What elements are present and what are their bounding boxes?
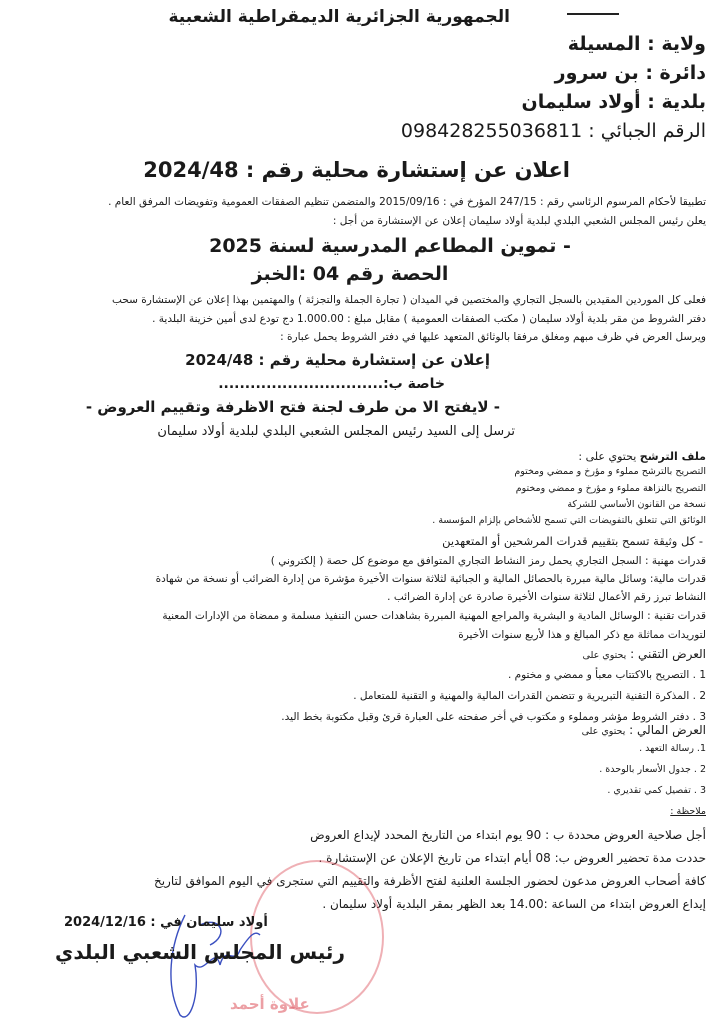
daira: دائرة : بن سرور — [554, 62, 706, 84]
stamp-name: علاوة أحمد — [230, 995, 310, 1013]
note-line: حددت مدة تحضير العروض ب: 08 أيام ابتداء من تاريخ الإعلان عن الإستشارة . — [318, 851, 706, 865]
paragraph-line: ويرسل العرض في ظرف مبهم ومغلق مرفقا بالوثائق المتعهد عليها في دفتر الشروط يحمل عبارة : — [280, 331, 706, 343]
technical-offer-item: 2 . المذكرة التقنية التبريرية و تتضمن القدرات المالية والمهنية و التقنية للمتعامل . — [353, 690, 706, 702]
paragraph-line: فعلى كل الموردين المقيدين بالسجل التجاري والمختصين في الميدان ( تجارة الجملة والتجزئة ) والمهتمين بهذا إعلان عن الإستشارة سحب — [112, 294, 706, 306]
capacity-line: قدرات مالية: وسائل مالية مبررة بالحصائل المالية و الجبائية لثلاثة سنوات الأخيرة مؤشرة من إدارة الضرائب أو نسخة من شهادة — [155, 573, 706, 585]
wilaya: ولاية : المسيلة — [567, 33, 706, 55]
paragraph-line: دفتر الشروط من مقر بلدية أولاد سليمان ( مكتب الصفقات العمومية ) مقابل مبلغ : 1.000.00 دج تودع لدى أمين خزينة البلدية . — [152, 313, 706, 325]
financial-offer-item: 3 . تفصيل كمي تقديري . — [607, 785, 706, 796]
candidacy-item: التصريح بالترشح مملوء و مؤرخ و ممضي ومختوم — [514, 466, 706, 477]
note-line: كافة أصحاب العروض مدعون لحضور الجلسة العلنية لفتح الأظرفة والتقييم التي ستجرى في اليوم الموافق لتاريخ — [153, 874, 706, 888]
candidacy-title: ملف الترشح — [639, 450, 706, 463]
technical-offer-heading — [583, 648, 706, 661]
intro-line: يعلن رئيس المجلس الشعبي البلدي لبلدية أولاد سليمان إعلان عن الإستشارة من أجل : — [332, 215, 706, 227]
capacity-line: قدرات مهنية : السجل التجاري يحمل رمز النشاط التجاري المتوافق مع موضوع كل حصة ( إلكتروني ) — [270, 555, 706, 567]
envelope-ref: إعلان عن إستشارة محلية رقم : 2024/48 — [185, 351, 490, 369]
republic-title: الجمهورية الجزائرية الديمقراطية الشعبية — [168, 7, 510, 27]
technical-offer-title: العرض التقني : — [630, 647, 706, 661]
financial-offer-title: العرض المالي : — [629, 723, 706, 737]
note-line: إيداع العروض ابتداء من الساعة :14.00 بعد الظهر بمقر البلدية أولاد سليمان . — [322, 897, 706, 911]
lot: الحصة رقم 04 :الخبز — [251, 263, 449, 285]
envelope-send-to: ترسل إلى السيد رئيس المجلس الشعبي البلدي لبلدية أولاد سليمان — [157, 424, 515, 439]
candidacy-item: الوثائق التي تتعلق بالتفويضات التي تسمح للأشخاص بإلزام المؤسسة . — [432, 515, 706, 526]
official-stamp — [250, 860, 384, 1014]
capacities-heading: - كل وثيقة تسمح بتقييم قدرات المرشحين أو المتعهدين — [442, 534, 703, 548]
header-dash — [567, 13, 619, 15]
subject: - تموين المطاعم المدرسية لسنة 2025 — [209, 235, 571, 257]
candidacy-item: التصريح بالنزاهة مملوء و مؤرخ و ممضي ومختوم — [515, 483, 706, 494]
financial-offer-item: 1. رسالة التعهد . — [639, 743, 706, 754]
capacity-line: النشاط تبرز رقم الأعمال لثلاثة سنوات الأخيرة صادرة عن إدارة الضرائب . — [387, 591, 706, 603]
envelope-special: خاصة ب:............................... — [218, 376, 445, 392]
envelope-notice: - لايفتح الا من طرف لجنة فتح الاظرفة وتقييم العروض - — [85, 398, 500, 416]
technical-offer-item: 3 . دفتر الشروط مؤشر ومملوء و مكتوب في أخر صفحته على العبارة قرئ وقبل مكتوبة بخط اليد. — [281, 711, 706, 723]
place-date: أولاد سليمان في : 2024/12/16 — [64, 915, 268, 930]
tax-id: الرقم الجبائي : 098428255036811 — [400, 120, 706, 142]
notes-heading: ملاحظة : — [670, 806, 706, 817]
candidacy-heading — [578, 451, 706, 462]
candidacy-contains: يحتوي على : — [578, 450, 637, 463]
commune: بلدية : أولاد سليمان — [521, 91, 706, 113]
candidacy-item: نسخة من القانون الأساسي للشركة — [567, 499, 706, 510]
note-line: أجل صلاحية العروض محددة ب : 90 يوم ابتداء من التاريخ المحدد لإيداع العروض — [310, 828, 706, 842]
financial-offer-heading — [582, 724, 706, 737]
intro-line: تطبيقا لأحكام المرسوم الرئاسي رقم : 247/15 المؤرخ في : 2015/09/16 والمتضمن تنظيم الصفقات العمومية وتفويضات المرفق العام . — [108, 196, 706, 208]
technical-offer-contains: يحتوي على — [582, 650, 627, 661]
technical-offer-item: 1 . التصريح بالاكتتاب معبأ و ممضي و مختوم . — [507, 669, 706, 681]
signatory-title: رئيس المجلس الشعبي البلدي — [55, 940, 345, 964]
financial-offer-contains: يحتوي على — [581, 726, 626, 737]
capacity-line: قدرات تقنية : الوسائل المادية و البشرية والمراجع المهنية المبررة بشاهدات حسن التنفيذ مسلمة و ممضاة من الإدارات المعنية — [162, 610, 706, 622]
financial-offer-item: 2 . جدول الأسعار بالوحدة . — [599, 764, 706, 775]
capacity-line: لتوريدات مماثلة مع ذكر المبالغ و هذا لأربع سنوات الأخيرة — [458, 629, 706, 641]
announcement-title: اعلان عن إستشارة محلية رقم : 2024/48 — [143, 158, 570, 182]
